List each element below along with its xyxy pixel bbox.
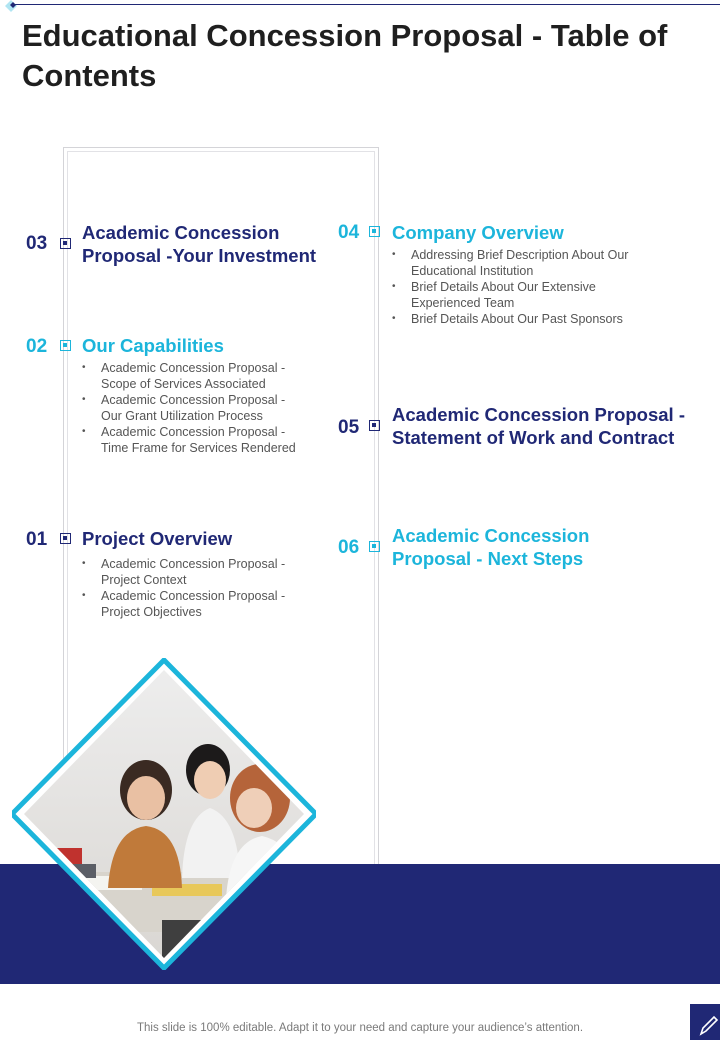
section-bullets xyxy=(82,556,332,620)
students-studying-photo xyxy=(12,658,316,970)
section-heading: Company Overview xyxy=(392,222,564,243)
section-number: 01 xyxy=(26,529,48,550)
section-bullets xyxy=(82,360,332,456)
square-bullet-icon xyxy=(60,340,71,351)
section-heading: Our Capabilities xyxy=(82,335,224,356)
list-item: • Brief Details About Our Extensive Experienced Team xyxy=(392,279,702,311)
list-item: • Academic Concession Proposal - Scope of Services Associated xyxy=(82,360,332,392)
square-bullet-icon xyxy=(60,238,71,249)
list-item: • Academic Concession Proposal - Project Context xyxy=(82,556,332,588)
square-bullet-icon xyxy=(369,226,380,237)
list-item: • Addressing Brief Description About Our Educational Institution xyxy=(392,247,702,279)
section-heading: Academic Concession Proposal - Next Steps xyxy=(392,525,590,569)
list-item: • Academic Concession Proposal - Time Frame for Services Rendered xyxy=(82,424,332,456)
section-heading: Academic Concession Proposal - Statement of Work and Contract xyxy=(392,404,686,448)
square-bullet-icon xyxy=(60,533,71,544)
section-number: 03 xyxy=(26,233,48,254)
list-item: • Academic Concession Proposal - Project Objectives xyxy=(82,588,332,620)
section-number: 02 xyxy=(26,336,48,357)
edit-pencil-icon[interactable] xyxy=(690,1004,720,1040)
section-bullets xyxy=(392,247,702,327)
section-heading: Project Overview xyxy=(82,528,233,549)
section-number: 06 xyxy=(338,537,360,558)
section-number: 05 xyxy=(338,417,360,438)
list-item: • Brief Details About Our Past Sponsors xyxy=(392,311,702,327)
list-item: • Academic Concession Proposal - Our Grant Utilization Process xyxy=(82,392,332,424)
page-title: Educational Concession Proposal - Table of Contents xyxy=(22,18,668,93)
top-rule xyxy=(14,4,720,5)
diamond-corner-icon xyxy=(5,0,17,12)
section-heading: Academic Concession Proposal -Your Investment xyxy=(82,222,317,266)
square-bullet-icon xyxy=(369,420,380,431)
footer-note: This slide is 100% editable. Adapt it to your need and capture your audience’s attention. xyxy=(136,1022,584,1034)
section-number: 04 xyxy=(338,222,360,243)
square-bullet-icon xyxy=(369,541,380,552)
